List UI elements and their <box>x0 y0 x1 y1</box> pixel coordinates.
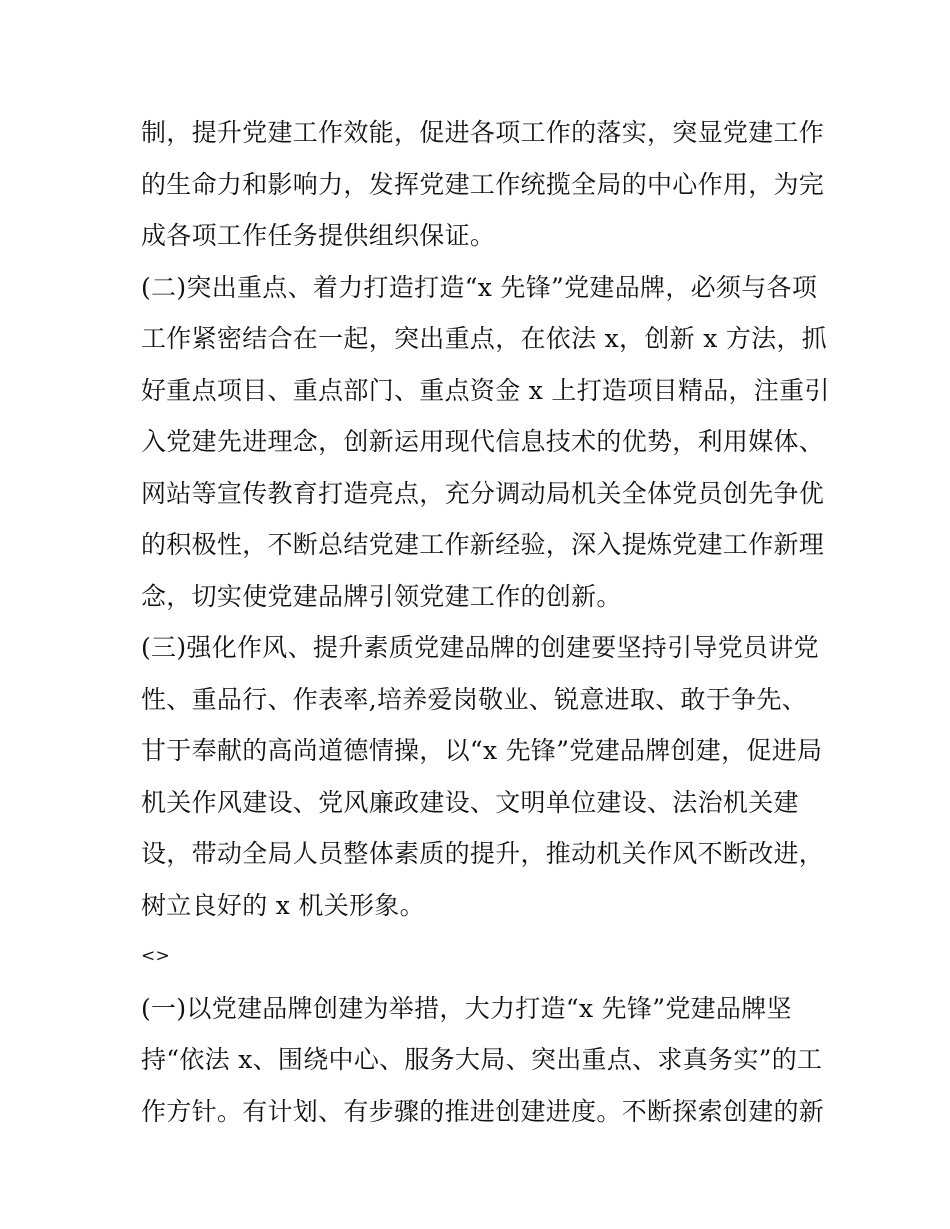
text-line-marker: <> <box>141 946 171 966</box>
text-line: (一)以党建品牌创建为举措，大力打造“x 先锋”党建品牌坚 <box>141 993 792 1023</box>
text-line: 树立良好的 x 机关形象。 <box>141 890 425 920</box>
text-line: 持“依法 x、围绕中心、服务大局、突出重点、求真务实”的工 <box>141 1045 823 1074</box>
text-line: 设，带动全局人员整体素质的提升，推动机关作风不断改进， <box>141 839 825 868</box>
text-line: 成各项工作任务提供组织保证。 <box>141 221 496 250</box>
text-line: 入党建先进理念，创新运用现代信息技术的优势，利用媒体、 <box>141 427 825 456</box>
text-line: 制，提升党建工作效能，促进各项工作的落实，突显党建工作 <box>141 118 825 147</box>
text-line: 性、重品行、作表率,培养爱岗敬业、锐意进取、敢于争先、 <box>141 684 808 714</box>
text-line: 好重点项目、重点部门、重点资金 x 上打造项目精品，注重引 <box>141 375 830 405</box>
text-line: 机关作风建设、党风廉政建设、文明单位建设、法治机关建 <box>141 787 799 817</box>
document-body <box>141 107 830 1137</box>
text-line: (二)突出重点、着力打造打造“x 先锋”党建品牌，必须与各项 <box>141 272 818 302</box>
text-line: 念，切实使党建品牌引领党建工作的创新。 <box>141 581 622 611</box>
text-line: 工作紧密结合在一起，突出重点，在依法 x，创新 x 方法，抓 <box>141 324 828 353</box>
text-line: 的生命力和影响力，发挥党建工作统揽全局的中心作用，为完 <box>141 169 825 199</box>
text-line: 甘于奉献的高尚道德情操，以“x 先锋”党建品牌创建，促进局 <box>141 736 823 765</box>
text-line: 网站等宣传教育打造亮点，充分调动局机关全体党员创先争优 <box>141 478 825 508</box>
text-line: 的积极性，不断总结党建工作新经验，深入提炼党建工作新理 <box>141 530 825 559</box>
text-line: (三)强化作风、提升素质党建品牌的创建要坚持引导党员讲党 <box>141 633 819 662</box>
text-line: 作方针。有计划、有步骤的推进创建进度。不断探索创建的新 <box>141 1096 825 1126</box>
